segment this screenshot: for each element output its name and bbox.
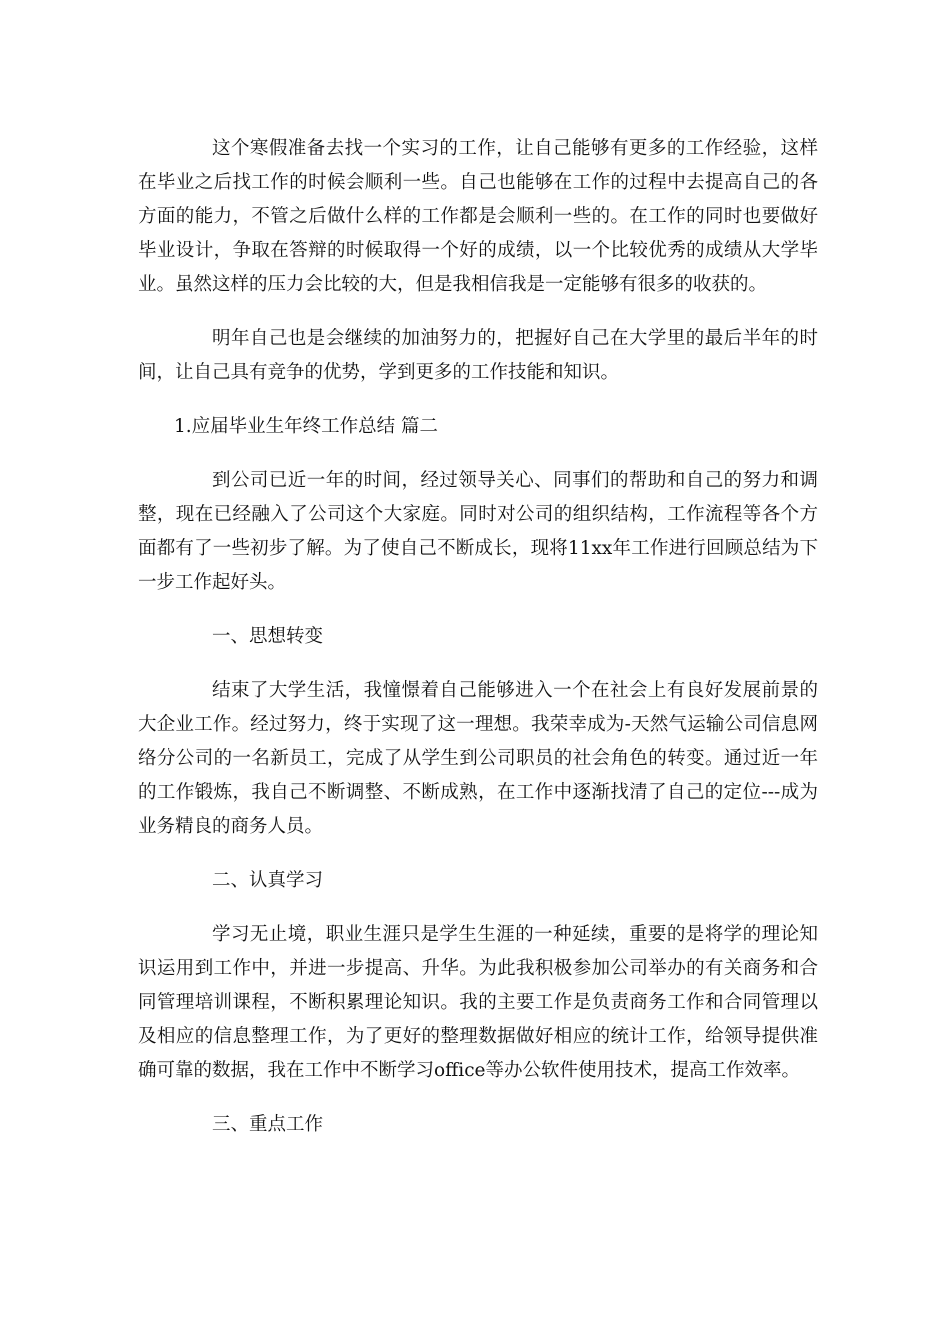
heading-key-work: 三、重点工作 [212,1114,324,1135]
paragraph-mindset-change: 结束了大学生活，我憧憬着自己能够进入一个在社会上有良好发展前景的大企业工作。经过努力，终于实现了这一理想。我荣幸成为-天然气运输公司信息网络分公司的一名新员工，完成了从学生到公司职员的社会角色的转变。通过近一年的工作锻炼，我自己不断调整、不断成熟，在工作中逐渐找清了自己的定位---成为业务精良的商务人员。 [138,680,818,837]
paragraph-winter-internship: 这个寒假准备去找一个实习的工作，让自己能够有更多的工作经验，这样在毕业之后找工作的时候会顺利一些。自己也能够在工作的过程中去提高自己的各方面的能力，不管之后做什么样的工作都是会顺利一些的。在工作的同时也要做好毕业设计，争取在答辩的时候取得一个好的成绩，以一个比较优秀的成绩从大学毕业。虽然这样的压力会比较的大，但是我相信我是一定能够有很多的收获的。 [138,138,818,295]
paragraph-company-intro: 到公司已近一年的时间，经过领导关心、同事们的帮助和自己的努力和调整，现在已经融入了公司这个大家庭。同时对公司的组织结构，工作流程等各个方面都有了一些初步了解。为了使自己不断成长，现将11xx年工作进行回顾总结为下一步工作起好头。 [138,470,818,593]
document-body [138,132,818,1162]
paragraph-next-year: 明年自己也是会继续的加油努力的，把握好自己在大学里的最后半年的时间，让自己具有竞争的优势，学到更多的工作技能和知识。 [138,328,818,383]
heading-mindset-change: 一、思想转变 [212,626,324,647]
heading-serious-study: 二、认真学习 [212,870,324,891]
paragraph-serious-study: 学习无止境，职业生涯只是学生生涯的一种延续，重要的是将学的理论知识运用到工作中，并进一步提高、升华。为此我积极参加公司举办的有关商务和合同管理培训课程，不断积累理论知识。我的主要工作是负责商务工作和合同管理以及相应的信息整理工作，为了更好的整理数据做好相应的统计工作，给领导提供准确可靠的数据，我在工作中不断学习office等办公软件使用技术，提高工作效率。 [138,924,818,1081]
section-title-part-two: 1.应届毕业生年终工作总结 篇二 [174,416,439,437]
